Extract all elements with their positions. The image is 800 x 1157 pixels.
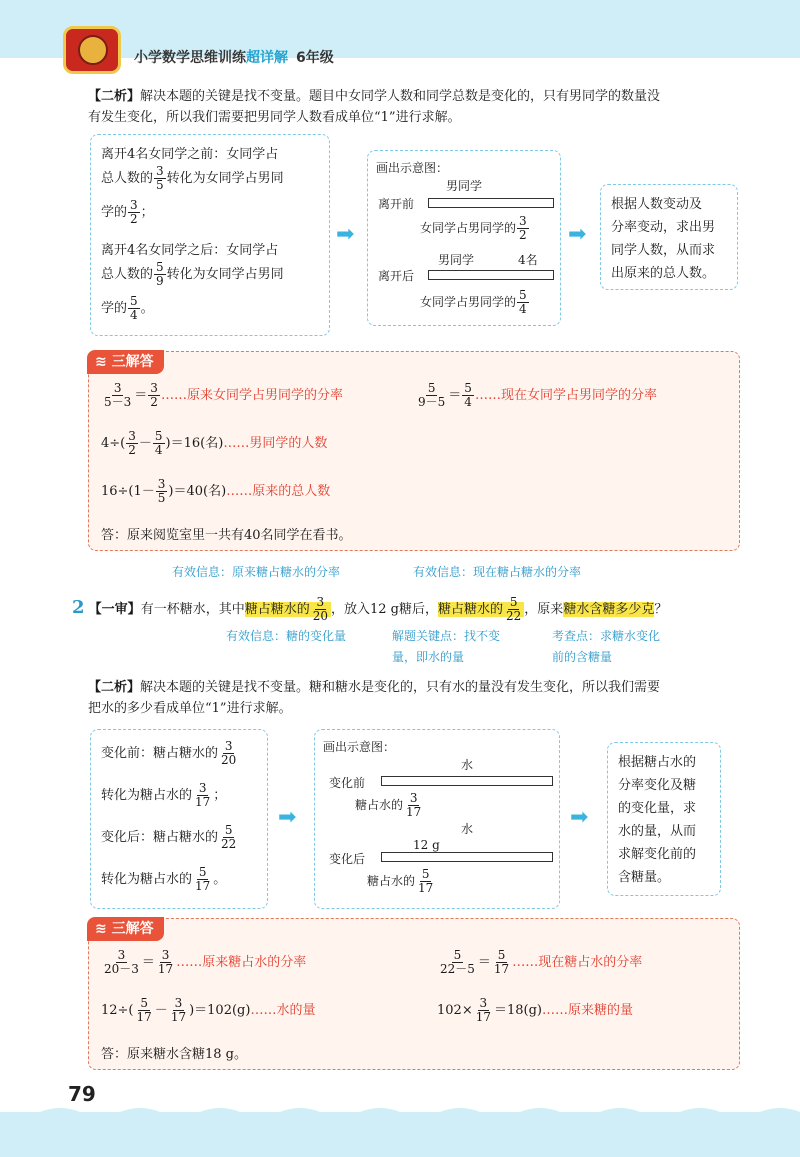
arrow-right-icon: ➡ [568,222,587,247]
after-bar [381,852,553,862]
p2-box-3: 根据糖占水的 分率变化及糖 的变化量，求 水的量，从而 求解变化前的 含糖量。 [607,742,721,896]
anno-key-point: 解题关键点：找不变 [392,629,501,643]
arrow-right-icon: ➡ [570,805,589,830]
p2-solution: ≋ 三解答 $\frac{3}{20-3}$ ＝ $\frac{3}{17}$ ……原来糖占水的分率 $\frac{5}{22-5}$ ＝ $\frac{5}{17}$ ……现在糖占水的分率 12÷( $\frac{5}{17}$ － $\frac{3}{17}$ )＝102(g)……水的量 102× $\frac{3}{17}$ ＝18(g)……原来糖的量 答：原来糖水含糖18 g。 [88,918,740,1070]
anno-key-point-2: 量，即水的量 [392,650,465,664]
arrow-right-icon: ➡ [336,222,355,247]
anno-exam-point: 考查点：求糖水变化 [552,629,661,643]
anno-exam-point-2: 前的含糖量 [552,650,613,664]
anno-sugar-change: 有效信息：糖的变化量 [226,629,347,643]
p2-analysis: 【二析】解决本题的关键是找不变量。糖和糖水是变化的，只有水的量没有发生变化，所以我们需要 把水的多少看成单位“1”进行求解。 [88,680,661,716]
p1-box-2: 画出示意图： 男同学 离开前 女同学占男同学的 $\frac{3}{2}$ 男同学 4名 离开后 女同学占男同学的 $\frac{5}{4}$ [367,150,561,326]
before-bar [381,776,553,786]
header-highlight: 超详解 [246,50,288,66]
p1-box-3: 根据人数变动及 分率变动，求出男 同学人数，从而求 出原来的总人数。 [600,184,738,290]
page-number: 79 [68,1082,96,1106]
arrow-right-icon: ➡ [278,805,297,830]
header-grade: 6年级 [296,50,334,66]
p1-solution: ≋ 三解答 $\frac{3}{5-3}$ ＝ $\frac{3}{2}$ ……原来女同学占男同学的分率 $\frac{5}{9-5}$ ＝ $\frac{5}{4}$ ……现在女同学占男同学的分率 4÷( $\frac{3}{2}$ － $\frac{5}{4}$ )＝16(名)……男同学的人数 16÷(1－ $\frac{3}{5}$ )＝40(名)……原来的总人数 答：原来阅览室里一共有40名同学在看书。 [88,351,740,551]
book-logo-icon [63,26,121,74]
p1-analysis: 【二析】解决本题的关键是找不变量。题目中女同学人数和同学总数是变化的，只有男同学的数量没 有发生变化，所以我们需要把男同学人数看成单位“1”进行求解。 [88,89,661,125]
header-title: 小学数学思维训练超详解 6年级 [134,50,334,66]
after-bar [428,270,554,280]
anno-original-rate: 有效信息：原来糖占糖水的分率 [172,565,341,579]
p1-box-1: 离开4名女同学之前：女同学占 总人数的 $\frac{3}{5}$ 转化为女同学占男同 学的 $\frac{3}{2}$ ； 离开4名女同学之后：女同学占 总人数的 $\frac{5}{9}$ 转化为女同学占男同 学的 $\frac{5}{4}$ 。 [90,134,330,336]
p2-box-1: 变化前：糖占糖水的 $\frac{3}{20}$ 转化为糖占水的 $\frac{3}{17}$ ； 变化后：糖占糖水的 $\frac{5}{22}$ 转化为糖占水的 $\frac{5}{17}$ 。 [90,729,268,909]
footer-band [0,1112,800,1157]
p2-question: 2 【一审】有一杯糖水，其中糖占糖水的 $\frac{3}{20}$ ，放入12 g糖后，糖占糖水的 $\frac{5}{22}$ ，原来糖水含糖多少克？ [72,595,668,623]
anno-current-rate: 有效信息：现在糖占糖水的分率 [413,565,582,579]
p2-box-2: 画出示意图： 水 变化前 糖占水的 $\frac{3}{17}$ 水 12 g 变化后 糖占水的 $\frac{5}{17}$ [314,729,560,909]
before-bar [428,198,554,208]
